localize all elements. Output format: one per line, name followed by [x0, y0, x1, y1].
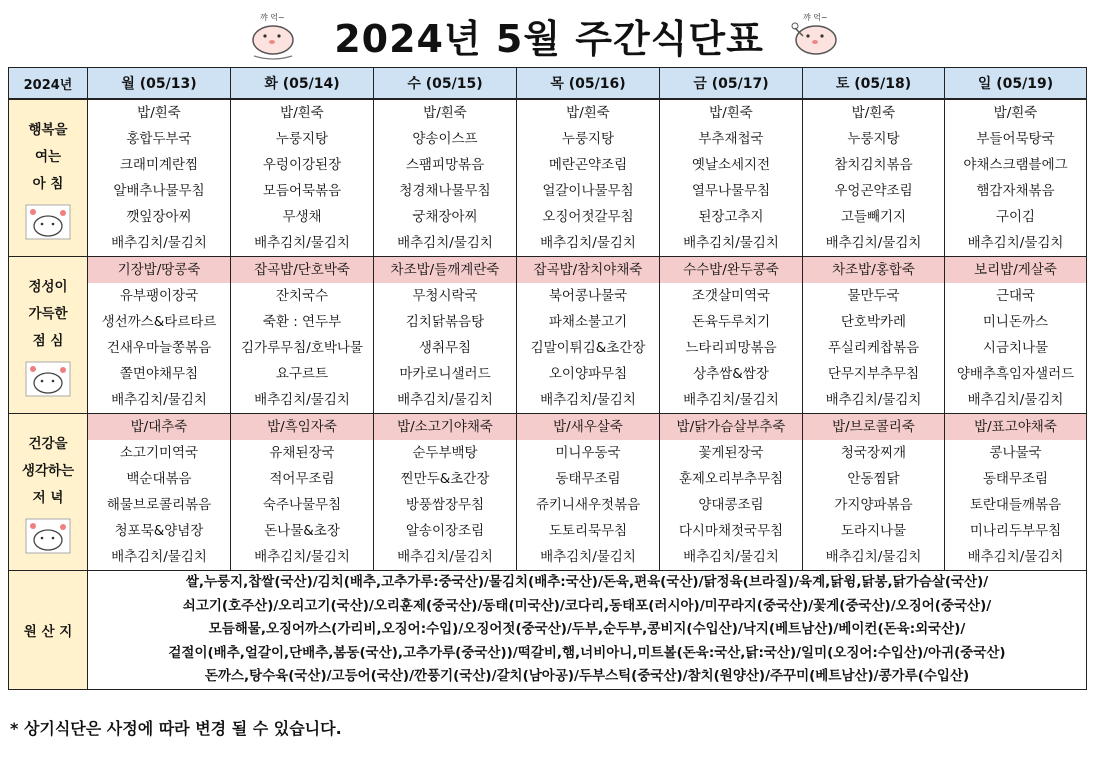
menu-cell	[88, 257, 231, 414]
menu-item: 옛날소세지전	[691, 157, 771, 173]
menu-item: 배추김치/물김치	[397, 392, 493, 408]
menu-item: 구이김	[995, 209, 1036, 225]
origin-line: 모듬해물,오징어까스(가리비,오징어:수입)/오징어젓(중국산)/두부,순두부,콩비지(수입산)/낙지(베트남산)/베이컨(돈육:외국산)/	[208, 621, 966, 637]
menu-item: 조갯살미역국	[691, 288, 771, 304]
menu-item: 배추김치/물김치	[825, 392, 922, 408]
svg-text:꺄 억~: 꺄 억~	[260, 13, 285, 22]
menu-item: 참치김치볶음	[834, 157, 913, 173]
menu-item: 미니돈까스	[982, 314, 1049, 330]
menu-item: 스팸피망볶음	[405, 157, 485, 173]
menu-item: 느타리피망볶음	[685, 340, 777, 356]
menu-cell	[231, 99, 374, 257]
menu-item: 배추김치/물김치	[540, 549, 636, 565]
menu-item-main: 밥/닭가슴살부추죽	[660, 414, 802, 440]
menu-item: 가지양파볶음	[834, 497, 913, 513]
menu-item-main: 밥/흰죽	[566, 105, 610, 121]
menu-cell	[88, 414, 231, 571]
day-header: 화 (05/14)	[231, 68, 374, 100]
menu-item: 배추김치/물김치	[683, 549, 779, 565]
menu-cell	[945, 414, 1087, 571]
page-title: 2024년 5월 주간식단표	[334, 17, 764, 61]
menu-item: 단무지부추무침	[827, 366, 920, 382]
menu-cell	[660, 99, 803, 257]
mascot-icon	[25, 518, 71, 554]
menu-item: 파채소불고기	[548, 314, 628, 330]
menu-item: 알배추나물무침	[113, 183, 205, 199]
origin-label: 원 산 지	[9, 571, 88, 690]
day-header: 월 (05/13)	[88, 68, 231, 100]
menu-item-main: 차조밥/홍합죽	[803, 257, 944, 283]
menu-item: 누룽지탕	[561, 131, 615, 147]
menu-item: 생취무침	[418, 340, 472, 356]
origin-row	[9, 571, 1087, 690]
menu-item: 양송이스프	[412, 131, 478, 147]
menu-item: 동태무조림	[982, 471, 1049, 487]
menu-cell	[231, 414, 374, 571]
menu-item: 우엉곤약조림	[834, 183, 913, 199]
origin-line: 쇠고기(호주산)/오리고기(국산)/오리훈제(중국산)/동태(미국산)/코다리,동태포(러시아)/미꾸라지(중국산)/꽃게(중국산)/오징어(중국산)/	[182, 597, 992, 614]
menu-item: 배추김치/물김치	[825, 235, 922, 251]
menu-item: 도토리묵무침	[548, 523, 628, 539]
menu-item: 오이양파무침	[548, 366, 628, 382]
menu-item: 김치닭볶음탕	[405, 314, 485, 330]
menu-item: 배추김치/물김치	[825, 549, 922, 565]
menu-item: 얼갈이나물무침	[542, 183, 634, 199]
menu-item-main: 보리밥/게살죽	[945, 257, 1086, 283]
weekly-menu-table	[8, 67, 1087, 690]
menu-item: 토란대들깨볶음	[969, 497, 1062, 513]
menu-item-main: 잡곡밥/참치야채죽	[517, 257, 659, 283]
menu-item: 된장고추지	[698, 209, 764, 225]
menu-cell	[231, 257, 374, 414]
menu-item: 순두부백탕	[412, 445, 478, 461]
menu-cell	[803, 257, 945, 414]
menu-cell	[374, 414, 517, 571]
menu-item: 푸실리케찹볶음	[827, 340, 920, 356]
menu-item: 돈육두루치기	[691, 314, 771, 330]
menu-item: 근대국	[995, 288, 1036, 304]
menu-item-main: 밥/새우살죽	[517, 414, 659, 440]
origin-line: 겉절이(배추,얼갈이,단배추,봄동(국산),고추가루(중국산))/떡갈비,햄,너비아니,미트볼(돈육:국산,닭:국산)/일미(오징어:수입산)/아귀(중국산)	[168, 644, 1006, 661]
svg-text:꺄 억~: 꺄 억~	[803, 13, 828, 22]
menu-item-main: 밥/흰죽	[709, 105, 753, 121]
menu-item: 배추김치/물김치	[967, 549, 1064, 565]
menu-item: 동태무조림	[555, 471, 621, 487]
menu-item: 청국장찌개	[840, 445, 907, 461]
menu-item: 배추김치/물김치	[683, 392, 779, 408]
menu-item: 배추김치/물김치	[967, 235, 1064, 251]
menu-item: 무생채	[282, 209, 322, 225]
menu-item: 배추김치/물김치	[540, 235, 636, 251]
meal-label-text: 행복을 여는 아 침	[28, 121, 68, 192]
menu-item-main: 잡곡밥/단호박죽	[231, 257, 373, 283]
menu-item: 부추재첩국	[698, 131, 764, 147]
menu-item: 다시마채젓국무침	[678, 523, 784, 539]
menu-item: 양대콩조림	[698, 497, 764, 513]
menu-item: 도라지나물	[840, 523, 907, 539]
day-header: 금 (05/17)	[660, 68, 803, 100]
menu-item: 상추쌈&쌈장	[693, 366, 769, 382]
menu-item: 미나리두부무침	[969, 523, 1062, 539]
menu-item-main: 밥/흰죽	[137, 105, 181, 121]
menu-item-main: 밥/흑임자죽	[231, 414, 373, 440]
menu-item: 배추김치/물김치	[111, 549, 207, 565]
menu-item: 메란곤약조림	[548, 157, 628, 173]
day-header: 토 (05/18)	[803, 68, 945, 100]
menu-item: 죽환 : 연두부	[262, 314, 342, 330]
menu-item: 배추김치/물김치	[254, 549, 350, 565]
menu-item: 배추김치/물김치	[111, 392, 207, 408]
menu-item-main: 밥/소고기야채죽	[374, 414, 516, 440]
footnote: * 상기식단은 사정에 따라 변경 될 수 있습니다.	[10, 719, 342, 738]
meal-label-text: 건강을 생각하는 저 녁	[21, 435, 75, 506]
menu-item: 오징어젓갈무침	[542, 209, 634, 225]
meal-row-dinner	[9, 414, 1087, 571]
menu-item: 고들빼기지	[840, 209, 907, 225]
menu-item: 시금치나물	[982, 340, 1049, 356]
menu-item: 돈나물&초장	[264, 523, 340, 539]
menu-item: 열무나물무침	[691, 183, 771, 199]
menu-cell	[945, 99, 1087, 257]
menu-item: 배추김치/물김치	[397, 235, 493, 251]
menu-cell	[803, 99, 945, 257]
meal-label	[9, 414, 88, 571]
menu-item-main: 차조밥/들깨계란죽	[374, 257, 516, 283]
menu-item-main: 밥/흰죽	[993, 105, 1038, 121]
menu-item: 청경채나물무침	[399, 183, 491, 199]
menu-item: 깻잎장아찌	[126, 209, 192, 225]
menu-item: 생선까스&타르타르	[101, 314, 217, 330]
menu-item: 마카로니샐러드	[399, 366, 491, 382]
menu-item: 궁채장아찌	[412, 209, 478, 225]
menu-cell	[803, 414, 945, 571]
origin-text	[88, 571, 1087, 690]
menu-cell	[88, 99, 231, 257]
menu-item: 안동찜닭	[847, 471, 900, 487]
day-header: 일 (05/19)	[945, 68, 1087, 100]
menu-item: 배추김치/물김치	[683, 235, 779, 251]
menu-item: 배추김치/물김치	[254, 235, 350, 251]
meal-label	[9, 99, 88, 257]
menu-item-main: 밥/흰죽	[280, 105, 324, 121]
menu-cell	[374, 257, 517, 414]
menu-item: 모듬어묵볶음	[262, 183, 342, 199]
menu-cell	[517, 414, 660, 571]
origin-line: 돈까스,탕수육(국산)/고등어(국산)/깐풍기(국산)/갈치(남아공)/두부스틱(중국산)/참치(원양산)/주꾸미(베트남산)/콩가루(수입산)	[204, 668, 970, 684]
menu-item: 적어무조림	[269, 471, 335, 487]
mascot-icon	[25, 204, 71, 240]
title-bar	[0, 0, 1098, 66]
menu-item: 꽃게된장국	[698, 445, 764, 461]
day-header: 수 (05/15)	[374, 68, 517, 100]
menu-item: 숙주나물무침	[262, 497, 342, 513]
menu-item: 양배추흑임자샐러드	[956, 366, 1075, 382]
header-row	[9, 68, 1087, 100]
menu-item-main: 밥/브로콜리죽	[803, 414, 944, 440]
menu-item: 홍합두부국	[126, 131, 192, 147]
meal-label-text: 정성이 가득한 점 심	[28, 278, 68, 349]
menu-cell	[660, 257, 803, 414]
mascot-icon	[789, 6, 843, 60]
menu-item: 쫄면야채무침	[119, 366, 199, 382]
menu-item: 북어콩나물국	[548, 288, 628, 304]
origin-line: 쌀,누룽지,찹쌀(국산)/김치(배추,고추가루:중국산)/물김치(배추:국산)/돈육,편육(국산)/닭정육(브라질)/육계,닭윙,닭봉,닭가슴살(국산)/	[185, 574, 989, 590]
menu-item-main: 밥/흰죽	[851, 105, 896, 121]
menu-cell	[517, 257, 660, 414]
menu-item: 해물브로콜리볶음	[106, 497, 212, 513]
menu-item: 야채스크램블에그	[963, 157, 1068, 173]
menu-item: 건새우마늘쫑볶음	[106, 340, 212, 356]
menu-item: 김말이튀김&초간장	[530, 340, 646, 356]
menu-item-main: 기장밥/땅콩죽	[88, 257, 230, 283]
menu-item: 우렁이강된장	[262, 157, 342, 173]
day-header: 목 (05/16)	[517, 68, 660, 100]
menu-item: 배추김치/물김치	[111, 235, 207, 251]
menu-item: 물만두국	[847, 288, 900, 304]
menu-item: 크래미계란찜	[119, 157, 199, 173]
menu-cell	[374, 99, 517, 257]
menu-cell	[517, 99, 660, 257]
year-header: 2024년	[9, 68, 88, 100]
menu-item: 김가루무침/호박나물	[241, 340, 363, 356]
mascot-icon	[25, 361, 71, 397]
menu-item-main: 밥/흰죽	[423, 105, 467, 121]
meal-row-breakfast	[9, 99, 1087, 257]
menu-item: 백순대볶음	[126, 471, 192, 487]
menu-item: 청포묵&양념장	[114, 523, 204, 539]
menu-item: 배추김치/물김치	[254, 392, 350, 408]
menu-item: 햄감자채볶음	[976, 183, 1055, 199]
menu-item: 알송이장조림	[405, 523, 485, 539]
menu-item: 유채된장국	[269, 445, 335, 461]
menu-item: 찐만두&초간장	[400, 471, 490, 487]
menu-item: 누룽지탕	[275, 131, 329, 147]
menu-item: 배추김치/물김치	[397, 549, 493, 565]
menu-cell	[660, 414, 803, 571]
menu-item: 유부팽이장국	[119, 288, 199, 304]
menu-item: 부들어묵탕국	[976, 131, 1055, 147]
menu-item-main: 수수밥/완두콩죽	[660, 257, 802, 283]
menu-item: 배추김치/물김치	[540, 392, 636, 408]
menu-item: 잔치국수	[275, 288, 329, 304]
menu-item: 훈제오리부추무침	[678, 471, 784, 487]
menu-item: 무청시락국	[412, 288, 478, 304]
menu-item: 소고기미역국	[119, 445, 199, 461]
menu-item: 요구르트	[275, 366, 329, 382]
menu-item: 콩나물국	[989, 445, 1042, 461]
menu-item: 미니우동국	[555, 445, 621, 461]
meal-label	[9, 257, 88, 414]
menu-item: 단호박카레	[840, 314, 907, 330]
menu-cell	[945, 257, 1087, 414]
menu-item: 배추김치/물김치	[967, 392, 1064, 408]
menu-item: 누룽지탕	[847, 131, 900, 147]
menu-item: 쥬키니새우젓볶음	[535, 497, 641, 513]
menu-item-main: 밥/표고야채죽	[945, 414, 1086, 440]
meal-row-lunch	[9, 257, 1087, 414]
menu-item-main: 밥/대추죽	[88, 414, 230, 440]
menu-item: 방풍쌈장무침	[405, 497, 485, 513]
